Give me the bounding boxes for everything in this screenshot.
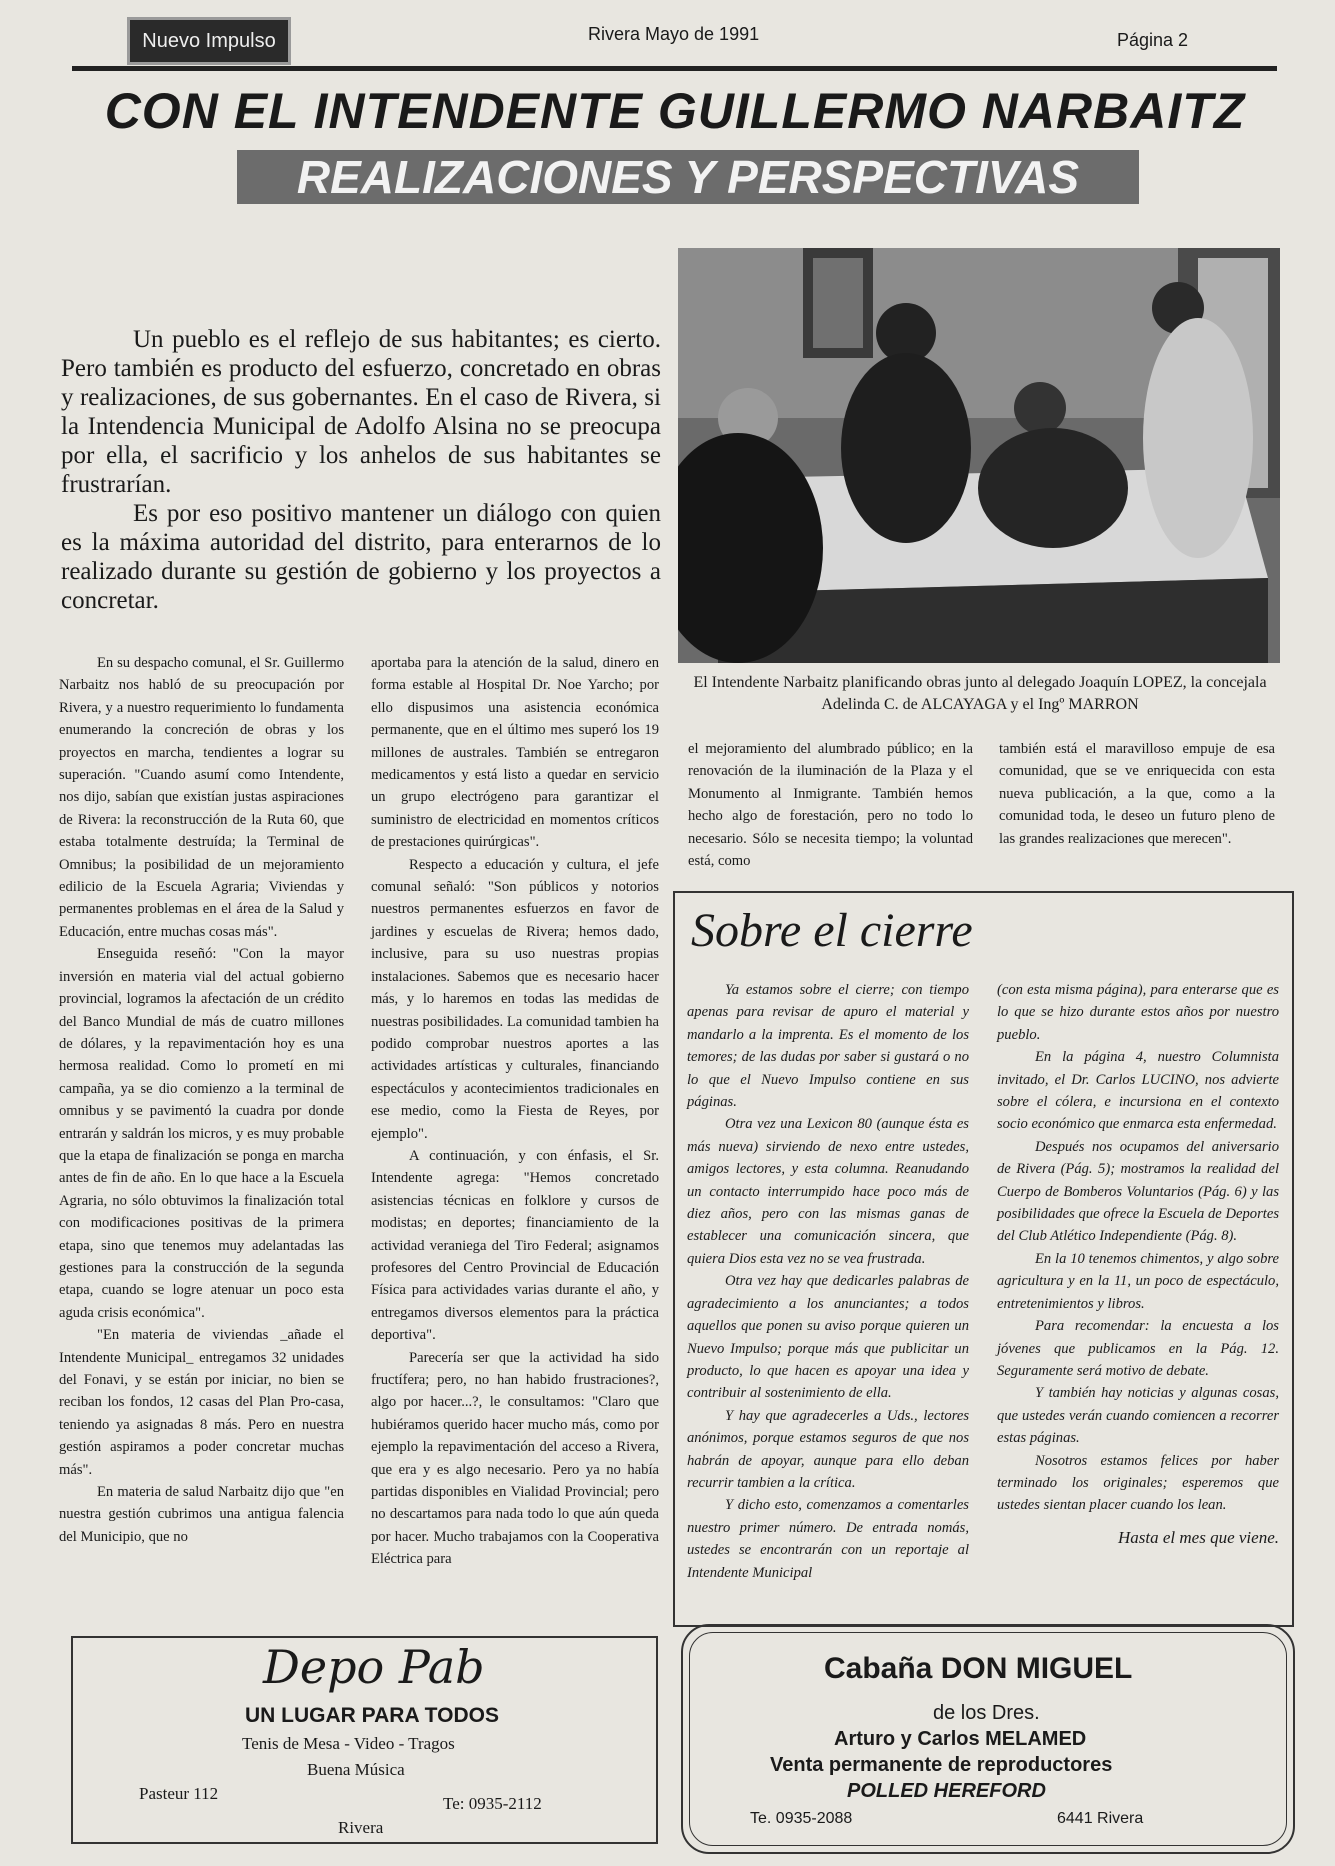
article-paragraph: el mejoramiento del alumbrado público; en la renovación de la iluminación de la Plaza y el Monumento al Inmigrante. También hemos hecho algo de forestación, pero no todo lo necesario. Sólo se necesita tiempo; la voluntad está, como (688, 741, 973, 870)
editorial-paragraph: Otra vez hay que dedicarles palabras de agradecimiento a los anunciantes; a todos aquellos que ponen su aviso porque quieren un Nuevo Impulso; porque más que publicitar un producto, lo que hacen es apoyar una idea y contribuir al sostenimiento de ella. (687, 1273, 969, 1402)
article-column-2 (371, 652, 659, 1571)
ad-line: Venta permanente de reproductores (770, 1754, 1113, 1776)
article-paragraph: "En materia de viviendas _añade el Intendente Municipal_ entregamos 32 unidades del Fonavi, y se están por iniciar, no bien se reciban los fondos, 12 casas del Plan Pro-casa, teniendo ya asignadas 8 más. Pero en nuestra gestión aspiramos a poder concretar muchas más". (59, 1327, 344, 1478)
ad-phone: Te. 0935-2088 (750, 1810, 853, 1827)
article-intro (61, 325, 661, 615)
ad-music: Buena Música (307, 1760, 405, 1779)
header-rule (72, 66, 1277, 71)
publication-masthead: Nuevo Impulso (127, 17, 291, 65)
editorial-paragraph: En la 10 tenemos chimentos, y algo sobre agricultura y en la 11, un poco de espectáculo, entretenimientos y libros. (997, 1250, 1279, 1312)
article-column-3 (688, 738, 973, 872)
editorial-box (673, 891, 1294, 1627)
ad-address: Pasteur 112 (139, 1784, 219, 1803)
article-column-1 (59, 652, 344, 1548)
ad-phone: Te: 0935-2112 (443, 1794, 542, 1813)
article-paragraph: A continuación, y con énfasis, el Sr. Intendente agrega: "Hemos concretado asistencias técnicas en folklore y cursos de modistas; en deportes; financiamiento de la actividad veraniega del Tiro Federal; asignamos profesores del Centro Provincial de Educación Física para actividades varias durante el año, y entregamos diversos elementos para la práctica deportiva". (371, 1147, 659, 1344)
article-paragraph: En su despacho comunal, el Sr. Guillermo Narbaitz nos habló de su preocupación por Rivera, y a nuestro requerimiento lo fundamenta enumerando la concreción de obras y los proyectos en marcha, tendientes a lograr su superación. "Cuando asumí como Intendente, nos dijo, sabían que existían justas aspiraciones de Rivera: la reconstrucción de la Ruta 60, que estaba totalmente destruída; la Terminal de Omnibus; la posibilidad de un mejoramiento edilicio de la Escuela Agraria; Viviendas y permanentes problemas en el área de la Salud y Educación, entre muchas cosas más". (59, 655, 344, 940)
page-number: Página 2 (1117, 30, 1189, 50)
advertisement-depo-pab (71, 1636, 658, 1844)
ad-services: Tenis de Mesa - Video - Tragos (242, 1734, 455, 1753)
article-photo (678, 248, 1280, 663)
editorial-paragraph: Para recomendar: la encuesta a los jóvenes que publicamos en la Pág. 12. Seguramente será motivo de debate. (997, 1318, 1279, 1379)
editorial-paragraph: Nosotros estamos felices por haber terminado los originales; esperemos que ustedes sientan placer cuando los lean. (997, 1452, 1279, 1514)
ad-line: POLLED HEREFORD (847, 1780, 1046, 1802)
article-paragraph: Enseguida reseñó: "Con la mayor inversión en materia vial del actual gobierno provincial, logramos la afectación de un crédito del Banco Mundial de más de cuatro millones de dólares, y la repavimentación hoy es una hermosa realidad. Como lo prometí en mi campaña, ya se dio comienzo a la terminal de omnibus y se pavimentó la cuadra por donde entrarán y saldrán los micros, y es muy probable que la etapa de finalización se ponga en marcha antes de fin de año. En lo que hace a la Escuela Agraria, no sólo obtuvimos la finalización total con modificaciones positivas de la primera etapa, sino que tenemos muy adelantadas las gestiones para la construcción de la segunda etapa, cuando se logre atenuar un poco esta aguda crisis económica". (59, 946, 344, 1321)
article-column-4 (999, 738, 1275, 850)
article-paragraph: aportaba para la atención de la salud, dinero en forma estable al Hospital Dr. Noe Yarcho; por ello dispusimos una asistencia económica permanente, que en el último mes superó los 19 millones de australes. También se entregaron medicamentos y está listo a quedar en servicio un grupo electrógeno para garantizar el suministro de electricidad en momentos críticos de prestaciones quirúrgicas". (371, 655, 659, 851)
editorial-paragraph: (con esta misma página), para enterarse que es lo que se hizo durante estos años por nuestro pueblo. (997, 982, 1279, 1043)
dateline: Rivera Mayo de 1991 (588, 24, 760, 44)
ad-headline: Cabaña DON MIGUEL (824, 1652, 1133, 1685)
article-paragraph: Parecería ser que la actividad ha sido fructífera; pero, no han habido frustraciones?, algo por hacer...?, le consultamos: "Claro que hubiéramos querido hacer mucho más, como por ejemplo la repavimentación del acceso a Rivera, que era y es algo necesario. Pero ya no había partidas disponibles en Vialidad Provincial; pero no descartamos para nada todo lo que aún queda por hacer. Mucho trabajamos con la Cooperativa Eléctrica para (371, 1349, 659, 1568)
editorial-column-1 (687, 979, 969, 1584)
intro-paragraph: Es por eso positivo mantener un diálogo con quien es la máxima autoridad del distrito, para enterarnos de lo realizado durante su gestión de gobierno y los proyectos a concretar. (61, 500, 661, 614)
article-subtitle: REALIZACIONES Y PERSPECTIVAS (237, 150, 1139, 204)
editorial-paragraph: Y dicho esto, comenzamos a comentarles nuestro primer número. De entrada nomás, ustedes se encontrarán con un reportaje al Intendente Municipal (687, 1497, 969, 1581)
editorial-paragraph: Después nos ocupamos del aniversario de Rivera (Pág. 5); mostramos la realidad del Cuerpo de Bomberos Voluntarios (Pág. 6) y las posibilidades que ofrece la Escuela de Deportes del Club Atlético Independiente (Pág. 8). (997, 1138, 1279, 1245)
editorial-paragraph: Y también hay noticias y algunas cosas, que ustedes verán cuando comiencen a recorrer estas páginas. (997, 1385, 1279, 1447)
article-paragraph: también está el maravilloso empuje de esa comunidad, que se ve enriquecida con esta nueva publicación, a la que, como a la comunidad toda, le deseo un futuro pleno de las grandes realizaciones que merecen". (999, 741, 1275, 847)
photo-caption: El Intendente Narbaitz planificando obras junto al delegado Joaquín LOPEZ, la concejala Adelinda C. de ALCAYAGA y el Ingº MARRON (693, 674, 1267, 713)
editorial-column-2 (997, 979, 1279, 1549)
ad-line: Arturo y Carlos MELAMED (834, 1728, 1087, 1750)
advertisement-cabana-don-miguel (681, 1624, 1295, 1854)
editorial-title: Sobre el cierre (691, 904, 973, 957)
ad-line: de los Dres. (933, 1702, 1040, 1724)
editorial-paragraph: Otra vez una Lexicon 80 (aunque ésta es más nueva) sirviendo de nexo entre ustedes, amigos lectores, y esta columna. Reanudando un contacto interrumpido hace poco más de diez años, pero con las mismas ganas de establecer una comunicación sincera, que quiera Dios esta vez no se vea frustrada. (687, 1116, 969, 1267)
article-paragraph: En materia de salud Narbaitz dijo que "en nuestra gestión cubrimos una antigua falencia del Municipio, que no (59, 1484, 344, 1545)
editorial-paragraph: En la página 4, nuestro Columnista invitado, el Dr. Carlos LUCINO, nos advierte sobre el cólera, e incursiona en el contexto socio económico que enmarca esta enfermedad. (997, 1049, 1279, 1133)
editorial-sign-off: Hasta el mes que viene. (1118, 1527, 1279, 1547)
intro-paragraph: Un pueblo es el reflejo de sus habitantes; es cierto. Pero también es producto del esfuerzo, concretado en obras y realizaciones, de sus gobernantes. En el caso de Rivera, si la Intendencia Municipal de Adolfo Alsina no se preocupa por ella, el sacrificio y los anhelos de sus habitantes se frustrarían. (61, 326, 661, 498)
editorial-paragraph: Ya estamos sobre el cierre; con tiempo apenas para revisar de apuro el material y mandarlo a la imprenta. Es el momento de los temores; de las dudas por saber si gustará o no lo que el Nuevo Impulso contiene en sus páginas. (687, 982, 969, 1111)
photo-illustration (678, 248, 1280, 663)
ad-logo-text: Depo Pab (263, 1640, 485, 1694)
ad-town: Rivera (338, 1818, 384, 1837)
editorial-paragraph: Y hay que agradecerles a Uds., lectores anónimos, porque estamos seguros de que nos habrán de apoyar, aunque para ello deban recurrir tambien a la crítica. (687, 1407, 969, 1491)
article-paragraph: Respecto a educación y cultura, el jefe comunal señaló: "Son públicos y notorios nuestros permanentes esfuerzos en favor de jardines y escuelas de Rivera; hemos dado, inclusive, para su uso nuestras propias instalaciones. Sabemos que es necesario hacer más, y lo haremos en todas las medidas de nuestras posibilidades. La comunidad tambien ha podido comprobar nuestros aportes a las actividades artísticas y culturales, financiando espectáculos y acontecimientos tradicionales en ese medio, como la Fiesta de Reyes, por ejemplo". (371, 856, 659, 1142)
ad-address: 6441 Rivera (1057, 1810, 1144, 1827)
ad-headline: UN LUGAR PARA TODOS (245, 1704, 499, 1727)
article-title: CON EL INTENDENTE GUILLERMO NARBAITZ (104, 83, 1246, 139)
